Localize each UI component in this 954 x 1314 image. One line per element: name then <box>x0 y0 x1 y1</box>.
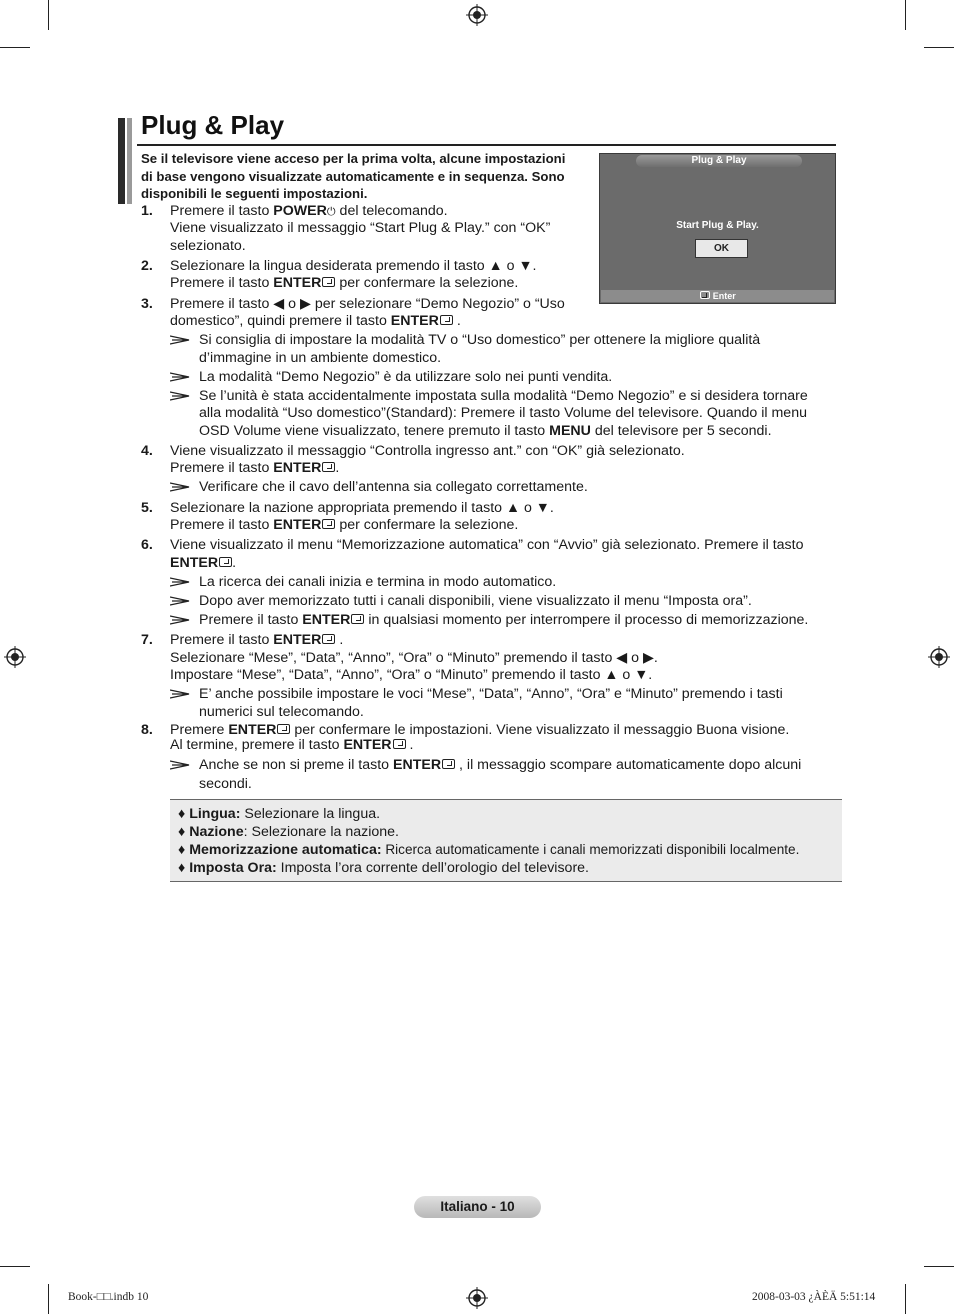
step-line: Premere il tasto ENTER . <box>170 632 344 648</box>
step-line: Viene visualizzato il messaggio “Controlla ingresso ant.” con “OK” già selezionato. <box>170 443 685 459</box>
step-line: Premere ENTER per confermare le impostazioni. Viene visualizzato il messaggio Buona visione. <box>170 722 790 738</box>
print-slug-left: Book-□□.indb 10 <box>68 1291 149 1303</box>
summary-item: ♦ Memorizzazione automatica: Ricerca automaticamente i canali memorizzati disponibili localmente. <box>178 842 800 858</box>
summary-box <box>170 799 842 882</box>
registration-mark-icon <box>928 646 950 668</box>
step-line: Selezionare la nazione appropriata premendo il tasto ▲ o ▼. <box>170 500 554 516</box>
note-line: Se l’unità è stata accidentalmente impostata sulla modalità “Demo Negozio” e si desidera tornare <box>199 388 808 404</box>
registration-mark-icon <box>466 4 488 26</box>
enter-icon <box>322 519 335 529</box>
step-line: Premere il tasto ENTER per confermare la selezione. <box>170 275 519 291</box>
step-line: selezionato. <box>170 238 246 254</box>
step-line: Viene visualizzato il messaggio “Start Plug & Play.” con “OK” <box>170 220 551 236</box>
note-line: numerici sul telecomando. <box>199 704 364 720</box>
osd-message: Start Plug & Play. <box>676 220 759 231</box>
step-number: 6. <box>141 537 153 553</box>
step-number: 2. <box>141 258 153 274</box>
enter-icon <box>322 277 335 287</box>
crop-mark <box>48 1284 49 1314</box>
note-line: Verificare che il cavo dell’antenna sia collegato correttamente. <box>199 479 588 495</box>
enter-icon <box>700 291 710 299</box>
crop-mark <box>0 1266 30 1267</box>
enter-icon <box>351 614 364 624</box>
arrow-note-icon <box>170 482 190 492</box>
note-line: OSD Volume viene visualizzato, tenere premuto il tasto MENU del televisore per 5 secondi. <box>199 423 772 439</box>
note-line: Premere il tasto ENTER in qualsiasi momento per interrompere il processo di memorizzazione. <box>199 612 809 628</box>
note-line: E’ anche possibile impostare le voci “Mese”, “Data”, “Anno”, “Ora” e “Minuto” premendo i tasti <box>199 686 783 702</box>
enter-icon <box>322 634 335 644</box>
step-number: 7. <box>141 632 153 648</box>
enter-icon <box>277 724 290 734</box>
step-line: Selezionare “Mese”, “Data”, “Anno”, “Ora” o “Minuto” premendo il tasto ◀ o ▶. <box>170 650 658 666</box>
arrow-note-icon <box>170 596 190 606</box>
summary-item: ♦ Nazione: Selezionare la nazione. <box>178 824 399 840</box>
intro-line: disponibili le seguenti impostazioni. <box>141 186 368 201</box>
step-number: 8. <box>141 722 153 738</box>
page-title: Plug & Play <box>141 110 285 140</box>
bullet-icon: ♦ <box>178 842 186 858</box>
enter-icon <box>442 759 455 769</box>
print-slug-right: 2008-03-03 ¿ÀÈÄ 5:51:14 <box>752 1291 876 1303</box>
enter-icon <box>393 739 406 749</box>
step-line: Selezionare la lingua desiderata premendo il tasto ▲ o ▼. <box>170 258 537 274</box>
step-line: ENTER . <box>170 555 237 571</box>
registration-mark-icon <box>466 1287 488 1309</box>
note-line: Si consiglia di impostare la modalità TV o “Uso domestico” per ottenere la migliore qualità <box>199 332 761 348</box>
page-number: Italiano - 10 <box>414 1196 541 1218</box>
note-line: La modalità “Demo Negozio” è da utilizzare solo nei punti vendita. <box>199 369 613 385</box>
step-number: 4. <box>141 443 153 459</box>
note-line: Anche se non si preme il tasto ENTER , il messaggio scompare automaticamente dopo alcuni <box>199 757 802 773</box>
intro-text <box>141 150 591 203</box>
osd-screen <box>599 153 836 304</box>
step-number: 3. <box>141 296 153 312</box>
crop-mark <box>924 47 954 48</box>
note-line: Dopo aver memorizzato tutti i canali disponibili, viene visualizzato il menu “Imposta ora”. <box>199 593 752 609</box>
arrow-note-icon <box>170 689 190 699</box>
step-line: Viene visualizzato il menu “Memorizzazione automatica” con “Avvio” già selezionato. Premere il tasto <box>170 537 804 553</box>
intro-line: di base vengono visualizzate automaticamente e in sequenza. Sono <box>141 168 565 184</box>
intro-line: Se il televisore viene acceso per la prima volta, alcune impostazioni <box>141 151 566 166</box>
osd-footer <box>601 290 834 302</box>
step-line: Premere il tasto ENTER . <box>170 460 340 476</box>
bullet-icon: ♦ <box>178 824 186 840</box>
arrow-note-icon <box>170 760 190 770</box>
bullet-icon: ♦ <box>178 860 186 876</box>
step-number: 5. <box>141 500 153 516</box>
section-bar-dark <box>118 118 125 204</box>
bullet-icon: ♦ <box>178 806 186 822</box>
enter-icon <box>440 315 453 325</box>
section-bar-light <box>127 118 132 204</box>
note-line: La ricerca dei canali inizia e termina in modo automatico. <box>199 574 557 590</box>
crop-mark <box>924 1266 954 1267</box>
arrow-note-icon <box>170 372 190 382</box>
note-line: secondi. <box>199 776 252 792</box>
summary-item: ♦ Imposta Ora: Imposta l’ora corrente dell’orologio del televisore. <box>178 860 590 876</box>
step-number: 1. <box>141 203 153 219</box>
osd-ok-button[interactable]: OK <box>695 239 748 258</box>
enter-icon <box>219 557 232 567</box>
crop-mark <box>0 47 30 48</box>
registration-mark-icon <box>4 646 26 668</box>
power-icon: ⏻ <box>326 206 336 218</box>
arrow-note-icon <box>170 335 190 345</box>
note-line: d’immagine in un ambiente domestico. <box>199 350 442 366</box>
arrow-note-icon <box>170 577 190 587</box>
crop-mark <box>48 0 49 30</box>
arrow-note-icon <box>170 391 190 401</box>
step-line: Premere il tasto ENTER per confermare la selezione. <box>170 517 519 533</box>
step-line: Impostare “Mese”, “Data”, “Anno”, “Ora” o “Minuto” premendo il tasto ▲ o ▼. <box>170 667 653 683</box>
note-line: alla modalità “Uso domestico”(Standard): Premere il tasto Volume del televisore. Quando il menu <box>199 405 807 421</box>
step-line: Al termine, premere il tasto ENTER . <box>170 737 414 753</box>
arrow-note-icon <box>170 615 190 625</box>
step-line: domestico”, quindi premere il tasto ENTER . <box>170 313 461 329</box>
crop-mark <box>905 1284 906 1314</box>
crop-mark <box>905 0 906 30</box>
step-line: Premere il tasto ◀ o ▶ per selezionare “Demo Negozio” o “Uso <box>170 296 565 312</box>
enter-icon <box>322 462 335 472</box>
summary-item: ♦ Lingua: Selezionare la lingua. <box>178 806 381 822</box>
osd-footer-label: Enter <box>712 291 736 301</box>
osd-title: Plug & Play <box>636 155 802 167</box>
step-line: Premere il tasto POWER⏻ del telecomando. <box>170 203 448 219</box>
title-rule <box>137 144 836 146</box>
